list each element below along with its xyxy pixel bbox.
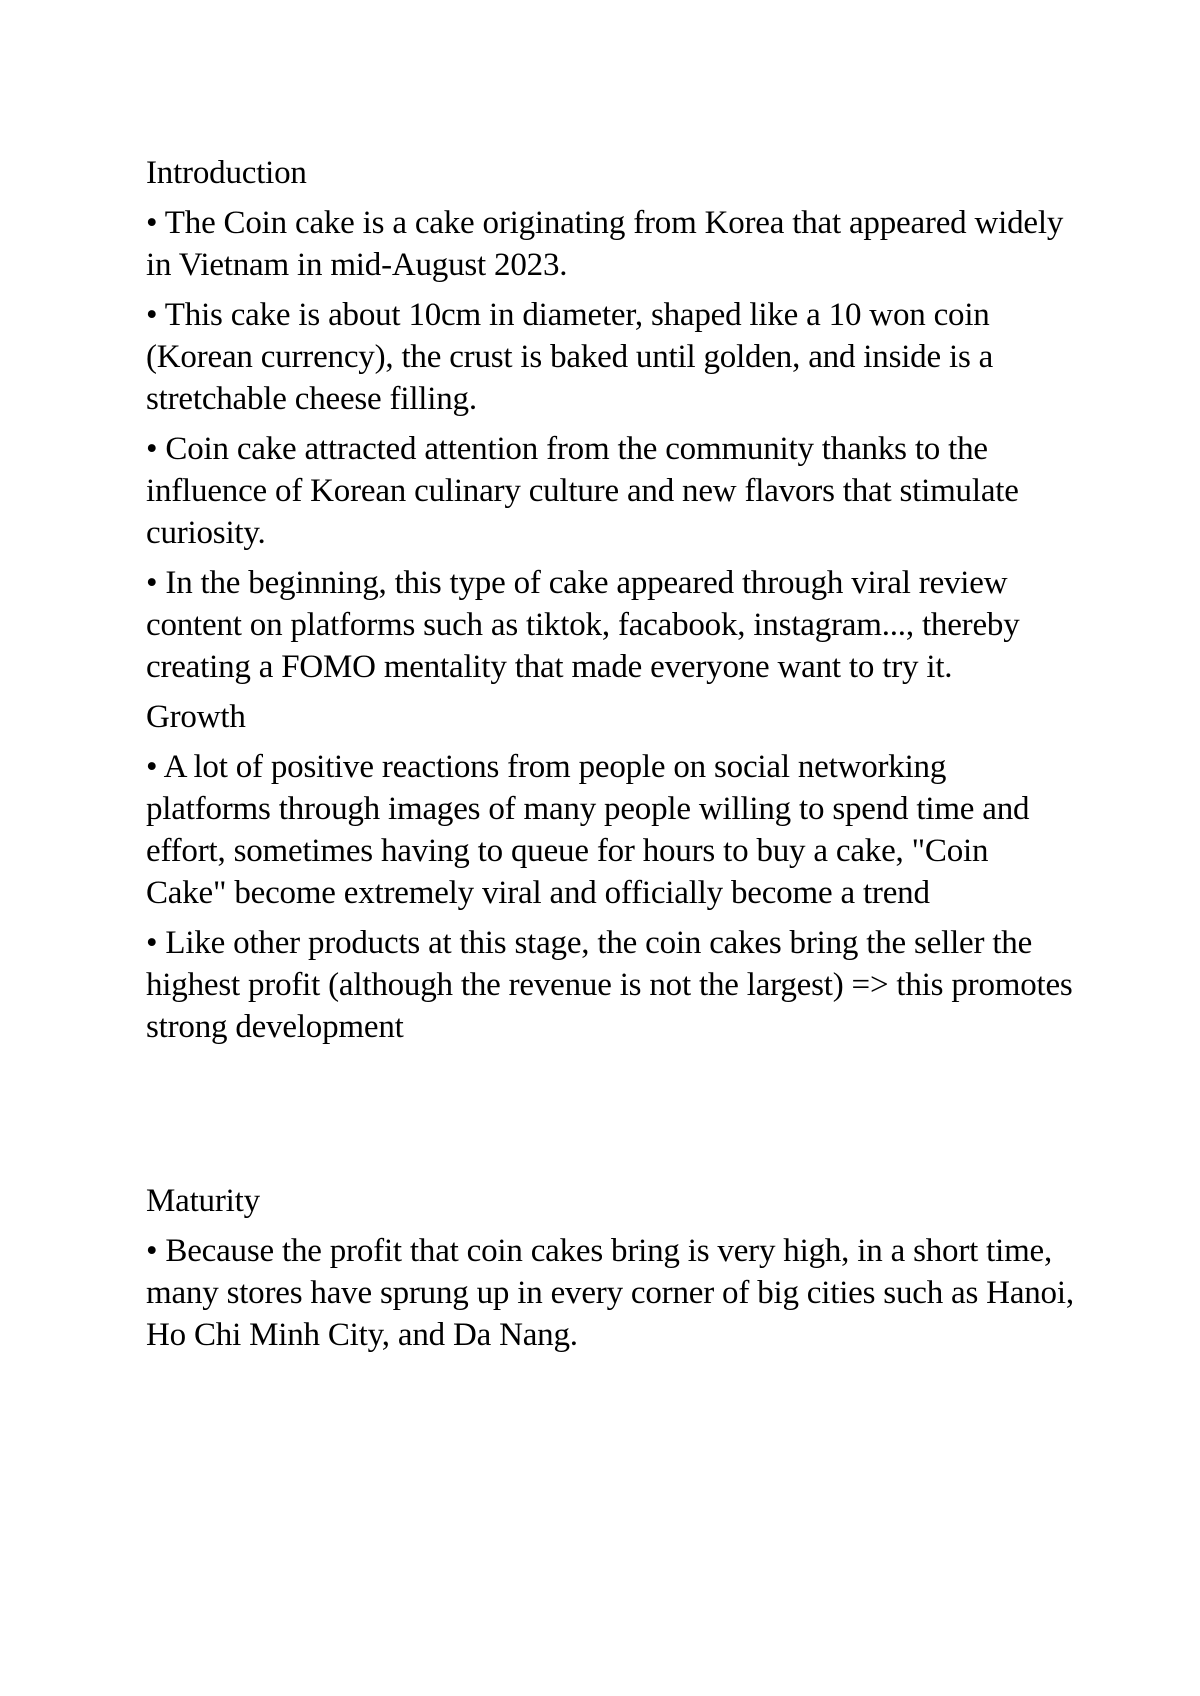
bullet-paragraph: • Coin cake attracted attention from the community thanks to the influence of Korean culinary culture and new flavors that stimulate curiosity. xyxy=(146,431,1019,551)
bullet-paragraph: • This cake is about 10cm in diameter, shaped like a 10 won coin (Korean currency), the crust is baked until golden, and inside is a stretchable cheese filling. xyxy=(146,297,994,417)
document-body xyxy=(146,152,1076,1364)
section-heading-maturity: Maturity xyxy=(146,1183,260,1219)
section-heading-growth: Growth xyxy=(146,699,246,735)
blank-space xyxy=(146,1056,1076,1180)
bullet-paragraph: • Because the profit that coin cakes bring is very high, in a short time, many stores have sprung up in every corner of big cities such as Hanoi, Ho Chi Minh City, and Da Nang. xyxy=(146,1233,1074,1353)
bullet-paragraph: • Like other products at this stage, the coin cakes bring the seller the highest profit (although the revenue is not the largest) => this promotes strong development xyxy=(146,925,1073,1045)
bullet-paragraph: • The Coin cake is a cake originating from Korea that appeared widely in Vietnam in mid-August 2023. xyxy=(146,205,1064,283)
bullet-paragraph: • In the beginning, this type of cake appeared through viral review content on platforms such as tiktok, facabook, instagram..., thereby creating a FOMO mentality that made everyone want to try it. xyxy=(146,565,1020,685)
bullet-paragraph: • A lot of positive reactions from people on social networking platforms through images of many people willing to spend time and effort, sometimes having to queue for hours to buy a cake, "Coin Cake" become extremely viral and officially become a trend xyxy=(146,749,1030,911)
section-heading-introduction: Introduction xyxy=(146,155,307,191)
